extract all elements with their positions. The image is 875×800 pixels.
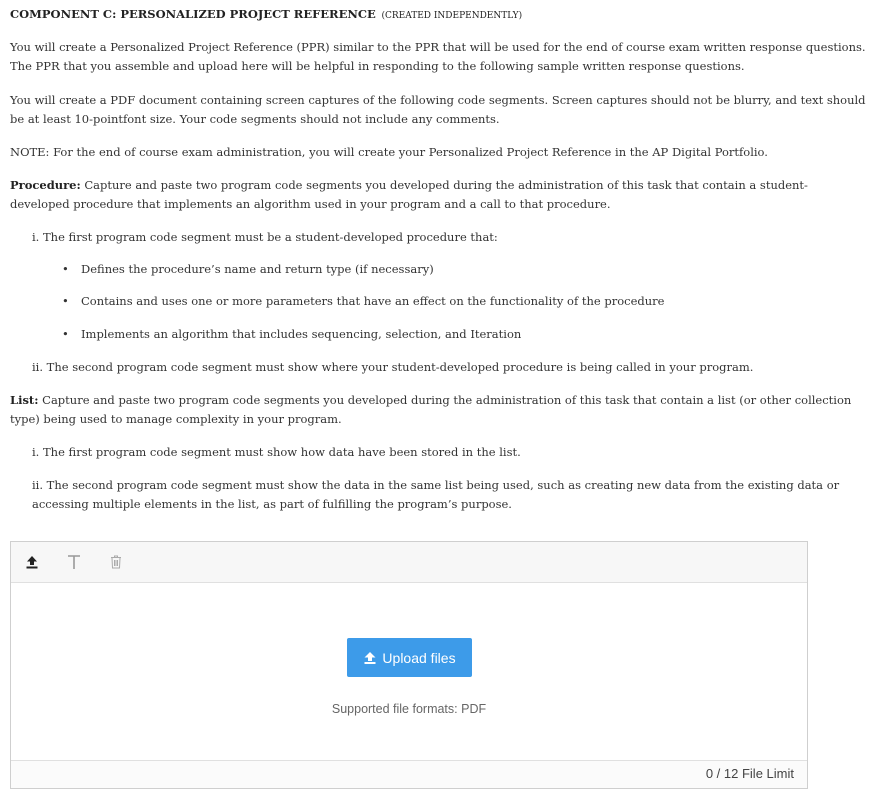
- list-label: List:: [10, 393, 39, 407]
- file-uploader: [10, 541, 808, 789]
- procedure-bullet: • Contains and uses one or more parameters that have an effect on the functionality of the procedure: [64, 292, 664, 311]
- list-text: Capture and paste two program code segments you developed during the administration of this task that contain a list (or other collection type) being used to manage complexity in your program.: [10, 393, 852, 426]
- list-item-1: i. The first program code segment must show how data have been stored in the list.: [32, 445, 521, 459]
- uploader-toolbar: [11, 542, 807, 583]
- intro-paragraph: You will create a Personalized Project Reference (PPR) similar to the PPR that will be used for the end of course exam written response questions. The PPR that you assemble and upload here will be helpful in responding to the following sample written response questions.: [10, 40, 866, 73]
- procedure-text: Capture and paste two program code segments you developed during the administration of this task that contain a student-developed procedure that implements an algorithm used in your program and a call to that procedure.: [10, 178, 808, 211]
- procedure-label: Procedure:: [10, 178, 81, 192]
- upload-files-label: Upload files: [382, 649, 456, 666]
- list-paragraph: [10, 391, 866, 429]
- procedure-bullet: • Implements an algorithm that includes sequencing, selection, and Iteration: [64, 325, 521, 344]
- upload-icon[interactable]: [23, 553, 41, 571]
- pdf-paragraph: You will create a PDF document containing screen captures of the following code segments. Screen captures should not be blurry, and text should be at least 10-pointfont size. Your code segments should not include any comments.: [10, 93, 866, 126]
- procedure-paragraph: [10, 176, 866, 214]
- list-item-2: ii. The second program code segment must show the data in the same list being used, such as creating new data from the existing data or accessing multiple elements in the list, as part of fulfilling the program’s purpose.: [32, 478, 840, 511]
- page-subtitle: (CREATED INDEPENDENTLY): [381, 11, 523, 21]
- upload-files-button[interactable]: [347, 638, 472, 677]
- trash-icon[interactable]: [107, 553, 125, 571]
- upload-icon: [363, 651, 377, 665]
- procedure-bullet: • Defines the procedure’s name and return type (if necessary): [64, 260, 434, 279]
- supported-formats-text: Supported file formats: PDF: [331, 702, 487, 716]
- file-limit-counter: 0 / 12 File Limit: [705, 766, 794, 781]
- procedure-item-1: i. The first program code segment must be a student-developed procedure that:: [32, 230, 498, 244]
- note-paragraph: NOTE: For the end of course exam administration, you will create your Personalized Project Reference in the AP Digital Portfolio.: [10, 145, 768, 159]
- uploader-footer: [11, 760, 807, 788]
- text-icon[interactable]: [65, 553, 83, 571]
- page-title: COMPONENT C: PERSONALIZED PROJECT REFERENCE (CREATED INDEPENDENTLY): [10, 7, 523, 21]
- procedure-item-2: ii. The second program code segment must show where your student-developed procedure is being called in your program.: [32, 360, 754, 374]
